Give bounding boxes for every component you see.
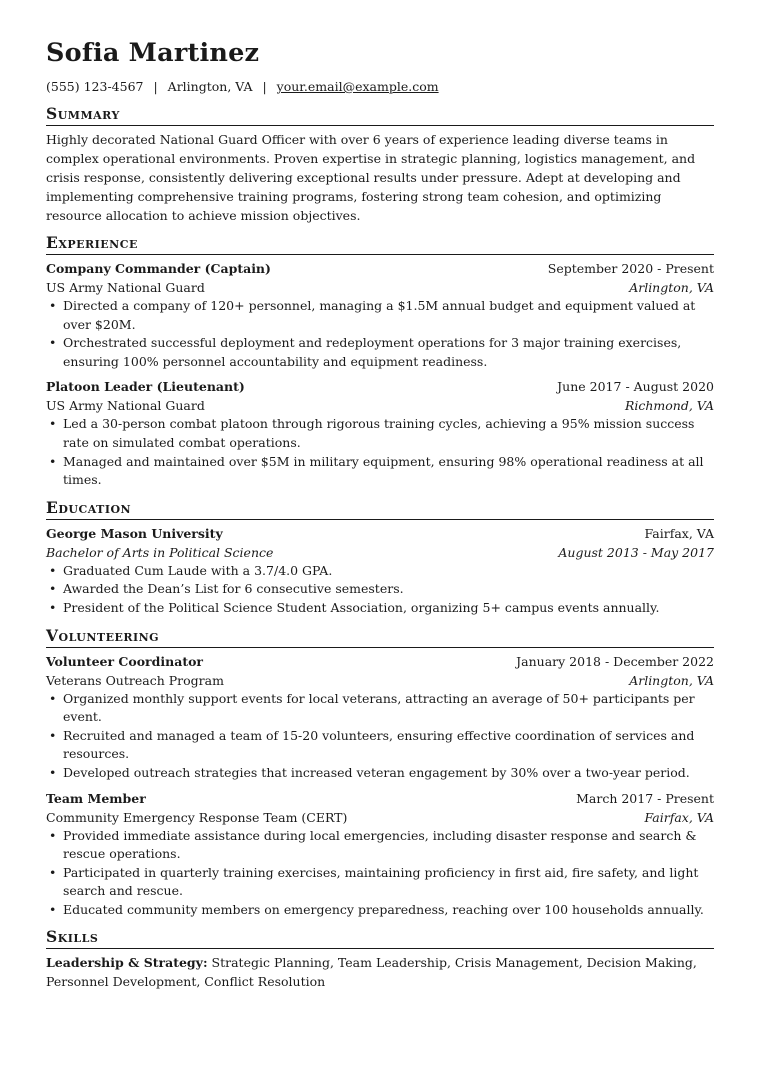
organization-name: Community Emergency Response Team (CERT)	[46, 809, 348, 825]
volunteer-role: Team Member	[46, 790, 146, 806]
bullet-item: • Recruited and managed a team of 15-20 volunteers, ensuring effective coordination of services and resources.	[46, 727, 714, 764]
location-text: Arlington, VA	[167, 79, 253, 94]
section-heading-volunteering: Volunteering	[46, 626, 714, 648]
entry-heading-row	[46, 524, 714, 543]
bullet-list	[46, 415, 714, 489]
bullet-item: • Managed and maintained over $5M in military equipment, ensuring 98% operational readiness at all times.	[46, 453, 714, 490]
section-heading-skills: Skills	[46, 927, 714, 949]
job-dates: June 2017 - August 2020	[557, 379, 714, 395]
bullet-list	[46, 297, 714, 371]
volunteer-dates: January 2018 - December 2022	[516, 653, 714, 669]
email-link[interactable]: your.email@example.com	[276, 79, 439, 94]
job-title: Platoon Leader (Lieutenant)	[46, 379, 245, 395]
bullet-item: • Orchestrated successful deployment and redeployment operations for 3 major training exercises, ensuring 100% personnel accountability and equipment readiness.	[46, 334, 714, 371]
volunteer-dates: March 2017 - Present	[576, 790, 714, 806]
summary-section	[46, 104, 714, 225]
school-name: George Mason University	[46, 525, 223, 541]
job-location: Richmond, VA	[624, 398, 714, 414]
entry-heading-row	[46, 259, 714, 278]
experience-entry	[46, 259, 714, 371]
education-entry	[46, 524, 714, 618]
volunteer-entry	[46, 652, 714, 783]
entry-sub-row	[46, 808, 714, 827]
volunteer-location: Fairfax, VA	[644, 809, 714, 825]
skills-list: Strategic Planning, Team Leadership, Crisis Management, Decision Making, Personnel Development, Conflict Resolution	[46, 955, 697, 990]
experience-section	[46, 233, 714, 490]
bullet-item: • Participated in quarterly training exercises, maintaining proficiency in first aid, fire safety, and light search and rescue.	[46, 864, 714, 901]
bullet-item: • Led a 30-person combat platoon through rigorous training cycles, achieving a 95% mission success rate on simulated combat operations.	[46, 415, 714, 452]
organization-name: US Army National Guard	[46, 280, 205, 295]
contact-line	[46, 78, 714, 96]
bullet-item: • Directed a company of 120+ personnel, managing a $1.5M annual budget and equipment valued at over $20M.	[46, 297, 714, 334]
bullet-item: • Provided immediate assistance during local emergencies, including disaster response and search & rescue operations.	[46, 827, 714, 864]
job-dates: September 2020 - Present	[547, 261, 714, 276]
bullet-item: • Educated community members on emergency preparedness, reaching over 100 households annually.	[46, 901, 714, 920]
entry-sub-row	[46, 543, 714, 562]
organization-name: Veterans Outreach Program	[46, 672, 224, 688]
section-heading-summary: Summary	[46, 104, 714, 126]
education-dates: August 2013 - May 2017	[558, 544, 714, 560]
bullet-item: • Graduated Cum Laude with a 3.7/4.0 GPA.	[46, 562, 714, 581]
entry-heading-row	[46, 652, 714, 671]
entry-sub-row	[46, 396, 714, 415]
degree-name: Bachelor of Arts in Political Science	[46, 544, 274, 560]
summary-text: Highly decorated National Guard Officer with over 6 years of experience leading diverse teams in complex operational environments. Proven expertise in strategic planning, logistics management, and crisis response, consistently delivering exceptional results under pressure. Adept at developing and implementing comprehensive training programs, fostering strong team cohesion, and optimizing resource allocation to achieve mission objectives.	[46, 132, 696, 223]
skills-section	[46, 927, 714, 991]
contact-separator: |	[153, 79, 158, 94]
phone-number: (555) 123-4567	[46, 79, 144, 94]
skills-category-label: Leadership & Strategy:	[46, 955, 208, 971]
entry-sub-row	[46, 278, 714, 297]
job-location: Arlington, VA	[629, 280, 714, 295]
bullet-item: • Developed outreach strategies that increased veteran engagement by 30% over a two-year period.	[46, 764, 714, 783]
volunteer-entry	[46, 789, 714, 920]
resume-header	[46, 38, 714, 96]
volunteer-role: Volunteer Coordinator	[46, 653, 204, 669]
bullet-list	[46, 562, 714, 618]
bullet-item: • Organized monthly support events for local veterans, attracting an average of 50+ participants per event.	[46, 690, 714, 727]
section-heading-education: Education	[46, 498, 714, 520]
bullet-list	[46, 690, 714, 783]
organization-name: US Army National Guard	[46, 398, 205, 414]
entry-sub-row	[46, 671, 714, 690]
bullet-list	[46, 827, 714, 920]
education-section	[46, 498, 714, 618]
bullet-item: • President of the Political Science Student Association, organizing 5+ campus events annually.	[46, 599, 714, 618]
volunteer-location: Arlington, VA	[629, 672, 714, 688]
candidate-name: Sofia Martinez	[46, 38, 260, 68]
experience-entry	[46, 377, 714, 489]
contact-separator: |	[262, 79, 267, 94]
school-location: Fairfax, VA	[644, 525, 714, 541]
job-title: Company Commander (Captain)	[46, 261, 271, 276]
skills-line	[46, 953, 714, 991]
entry-heading-row	[46, 377, 714, 396]
entry-heading-row	[46, 789, 714, 808]
bullet-item: • Awarded the Dean’s List for 6 consecutive semesters.	[46, 580, 714, 599]
volunteering-section	[46, 626, 714, 920]
section-heading-experience: Experience	[46, 233, 714, 255]
